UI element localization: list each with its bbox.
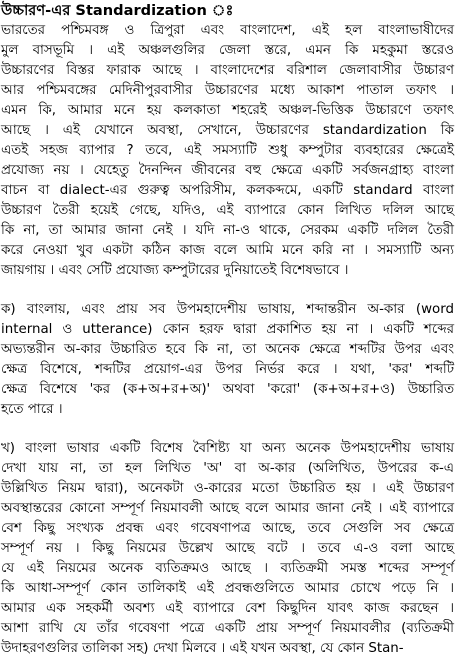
text-line: অভ্যন্তরীন অ-কার উচ্চারিত হবে কি না, তা অনেক ক্ষেত্রে শব্দটির উপর এবং [1,342,454,357]
paragraph-gap [1,281,454,300]
text-line: প্রযোজ্য নয় । যেহেতু দৈনন্দিন জীবনের বহু ক্ষেত্রে একটি সর্বজনগ্রাহ্য বাংলা [1,163,454,178]
text-line: আশা রাখি যে তাঁর গবেষণা পত্রে একটি প্রায় সম্পূর্ণ নিয়মাবলীর (ব্যতিক্রমী [1,621,454,636]
text-line: দেখা যায় না, তা হল লিখিত 'অ' বা অ-কার (অলিখিত, উপরের ক-এ [1,461,454,476]
text-line: internal ও utterance) কোন হরফ দ্বারা প্রকাশিত হয় না । একটি শব্দের [1,322,454,337]
text-line: ক) বাংলায়, এবং প্রায় সব উপমহাদেশীয় ভাষায়, শব্দান্তরীন অ-কার (word [1,302,454,317]
text-line: উচ্চারণের বিস্তর ফারাক আছে । বাংলাদেশের বরিশাল জেলাবাসীর উচ্চারণ [1,63,454,78]
text-line: কি আধা-সম্পূর্ণ কোন তালিকাই এই প্রবন্ধগুলিতে আমার চোখে পড়ে নি । [1,581,454,596]
text-line: সম্পূর্ণ নয় । কিছু নিয়মের উল্লেখ আছে বটে । তবে এ-ও বলা আছে [1,541,454,556]
text-line: ক্ষেত্র বিশেষে, শব্দটির প্রয়োগ-এর উপর নির্ভর করে । যথা, 'কর' শব্দটি [1,362,454,377]
text-line: উচ্চারণ তৈরী হয়েই গেছে, যদিও, এই ব্যাপারে কোন লিখিত দলিল আছে [1,203,454,218]
text-line: বাচন বা dialect-এর গুরুত্ব অপরিসীম, কলকব্দমে, একটি standard বাংলা [1,183,454,198]
text-line: অবস্থান্তরের কোনো সম্পূর্ণ নিয়মাবলী আছে বলে আমার জানা নেই । এই ব্যাপারে [1,501,454,516]
text-line: মুল বাসভূমি । এই অঞ্চলগুলির জেলা স্তরে, এমন কি মহকুমা স্তরেও [1,43,454,58]
text-line: খ) বাংলা ভাষার একটি বিশেষ বৈশিষ্ট্য যা অন্য অনেক উপমহাদেশীয় ভাষায় [1,441,454,456]
text-line: ক্ষেত্র বিশেষে 'কর (ক+অ+র+অ)' অথবা 'করো' (ক+অ+র+ও) উচ্চারিত [1,382,454,397]
text-line: যে এই নিয়মের অনেক ব্যতিক্রমও আছে । ব্যতিক্রমী সমস্ত শব্দের সম্পূর্ণ [1,561,454,576]
text-line: আর পশ্চিমবঙ্গের মেদিনীপুরবাসীর উচ্চারণের মধ্যে আকাশ পাতাল তফাৎ । [1,83,454,98]
text-line: এতই সহজ ব্যাপার ? তবে, এই সমস্যাটি শুধু কম্পুটার ব্যবহারের ক্ষেত্রেই [1,143,454,158]
body-text [1,21,454,659]
text-line: করে নেওয়া খুব একটা কঠিন কাজ বলে আমি মনে করি না । সমস্যাটি অন্য [1,243,454,258]
text-line: উদাহরণগুলির তালিকা সহ) দেখা মিলবে । এই যখন অবস্থা, যে কোন Stan- [1,641,404,656]
text-line: জায়গায় । এবং সেটি প্রযোজ্য কম্পুটারের দুনিয়াতেই বিশেষভাবে । [1,263,349,278]
text-line: আমার এক সহকর্মী অবশ্য এই ব্যাপারে বেশ কিছুদিন যাবৎ কাজ করছেন । [1,601,454,616]
text-line: এমন কি, আমার মনে হয় কলকাতা শহরেই অঞ্চল-ভিত্তিক উচ্চারণে তফাৎ [1,103,454,118]
text-line: বেশ কিছু সংখ্যক প্রবন্ধ এবং গবেষণাপত্র আছে, তবে সেগুলি সব ক্ষেত্রে [1,521,454,536]
paragraph-gap [1,420,454,439]
paragraph [1,439,454,659]
text-line: হতে পারে । [1,402,63,417]
text-line: উল্লিখিত নিয়ম দ্বারা), অনেকটা ও-কারের মতো উচ্চারিত হয় । এই উচ্চারণ [1,481,454,496]
section-heading: উচ্চারণ-এর Standardization ঃ [1,2,234,19]
text-line: ভারতের পশ্চিমবঙ্গ ও ত্রিপুরা এবং বাংলাদেশ, এই হল বাংলাভাষীদের [1,23,454,38]
paragraph [1,300,454,420]
text-line: আছে । এই যেখানে অবস্থা, সেখানে, উচ্চারণের standardization কি [1,123,454,138]
text-line: কি না, তা আমার জানা নেই । যদি না-ও থাকে, সেরকম একটি দলিল তৈরী [1,223,454,238]
paragraph [1,21,454,281]
